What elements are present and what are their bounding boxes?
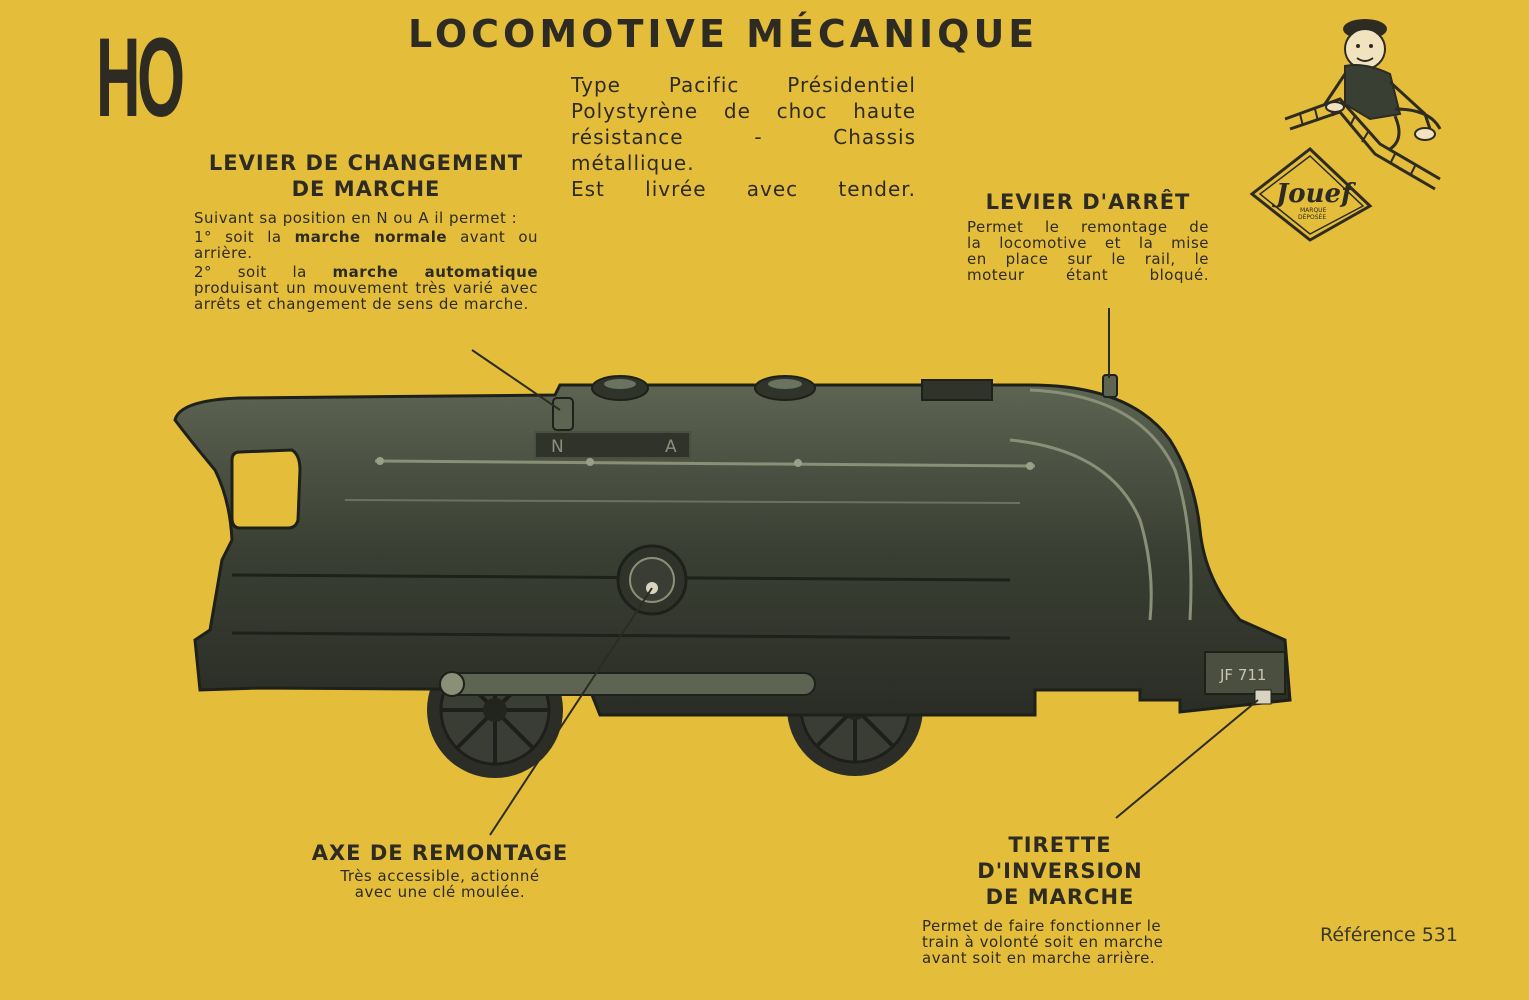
logo-brand: Jouef (1276, 179, 1353, 209)
item-emphasis: marche automatique (332, 263, 539, 281)
text-line: Permet le remontage de (967, 218, 1209, 236)
heading-line: TIRETTE D'INVERSION (977, 833, 1143, 883)
levier-arret-heading: LEVIER D'ARRÊT (985, 190, 1191, 214)
text-line: la locomotive et la mise (967, 234, 1209, 252)
heading-line: DE MARCHE (985, 885, 1135, 909)
description-line: résistance - Chassis métallique. (571, 125, 916, 175)
text-line: en place sur le rail, le (967, 250, 1209, 268)
reference-number: Référence 531 (1320, 924, 1458, 946)
description-line: Est livrée avec tender. (571, 177, 916, 201)
description-line: Polystyrène de choc haute (571, 99, 916, 123)
item-text: produisant un mouvement très varié avec arrêts et changement de sens de marche. (194, 279, 538, 313)
scale-label: HO (96, 15, 182, 140)
description-line: Type Pacific Présidentiel (571, 73, 916, 97)
text-line: avant soit en marche arrière. (922, 949, 1156, 967)
number-plate: JF 711 (1220, 666, 1267, 684)
axe-remontage-heading: AXE DE REMONTAGE (311, 841, 569, 865)
jouef-logo (1240, 4, 1460, 264)
position-a-label: A (665, 437, 677, 457)
logo-mark-1: MARQUE (1300, 207, 1327, 214)
position-n-label: N (551, 437, 564, 457)
logo-mark-2: DÉPOSÉE (1298, 214, 1327, 221)
text-line: Très accessible, actionné (340, 867, 540, 885)
mascot-boy-drawing (1325, 19, 1440, 149)
item-text: 2° soit la (194, 263, 333, 281)
text-line: train à volonté soit en marche (922, 933, 1164, 951)
heading-line: DE MARCHE (291, 177, 441, 201)
leader-tirette (1116, 700, 1258, 818)
text-line: Permet de faire fonctionner le (922, 917, 1162, 935)
item-text: avant ou arrière. (194, 228, 538, 262)
heading-line: LEVIER DE CHANGEMENT (208, 151, 524, 175)
item-text: 1° soit la (194, 228, 295, 246)
item-emphasis: marche normale (294, 228, 448, 246)
text-line: avec une clé moulée. (354, 883, 526, 901)
page-title: LOCOMOTIVE MÉCANIQUE (408, 12, 1039, 56)
text-line: moteur étant bloqué. (967, 266, 1209, 284)
intro-text: Suivant sa position en N ou A il permet : (194, 209, 518, 227)
